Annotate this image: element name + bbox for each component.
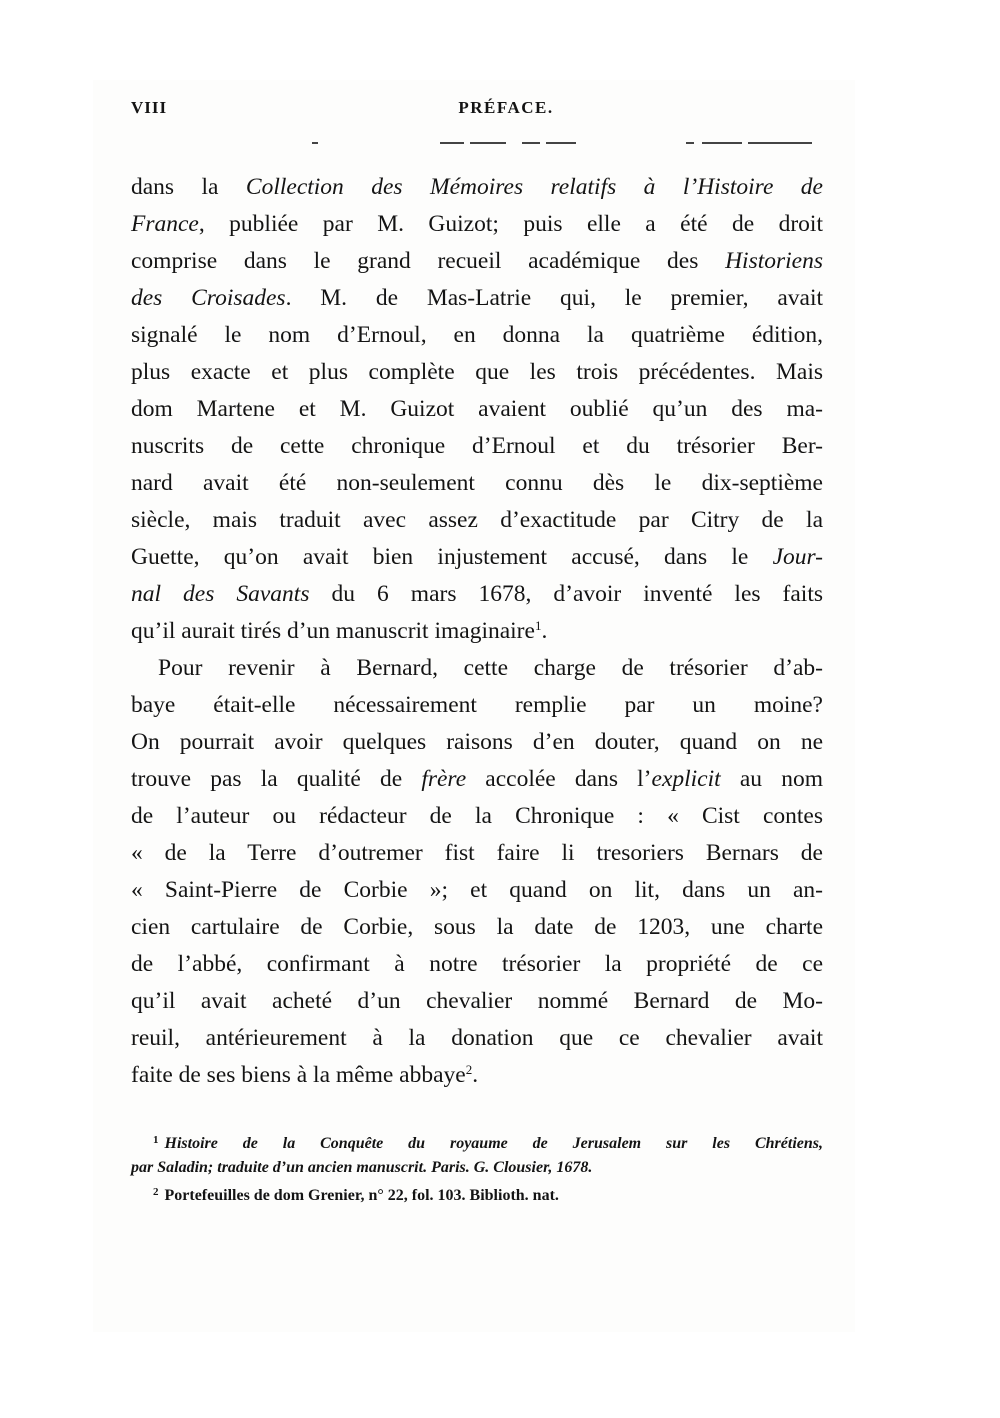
text-run: siècle, mais traduit avec assez d’exactitude par Citry de la — [131, 507, 823, 533]
footnote-text: par Saladin; traduite d’un ancien manuscrit. Paris. G. Clousier, 1678. — [131, 1159, 593, 1176]
text-run: cien cartulaire de Corbie, sous la date de 1203, une charte — [131, 914, 823, 940]
text-run: reuil, antérieurement à la donation que ce chevalier avait — [131, 1025, 823, 1051]
footnote-text: Portefeuilles de dom Grenier, n° 22, fol. 103. Biblioth. nat. — [164, 1187, 559, 1204]
text-line — [131, 872, 823, 909]
text-run: dans la — [131, 174, 246, 200]
text-run: au nom — [720, 766, 823, 792]
footnote-marker: 1 — [153, 1134, 159, 1146]
italic-text: Historiens — [725, 248, 823, 274]
text-line — [131, 428, 823, 465]
text-run: de l’auteur ou rédacteur de la Chronique : « Cist contes — [131, 803, 823, 829]
text-line — [131, 650, 823, 687]
italic-text: Jour- — [772, 544, 823, 570]
text-line — [131, 354, 823, 391]
footnote — [131, 1128, 823, 1180]
text-run: nuscrits de cette chronique d’Ernoul et du trésorier Ber- — [131, 433, 823, 459]
text-run: . M. de Mas-Latrie qui, le premier, avait — [285, 285, 823, 311]
text-line — [131, 983, 823, 1020]
text-run: accolée dans l’ — [466, 766, 652, 792]
running-head — [131, 98, 821, 122]
text-run: nard avait été non-seulement connu dès le dix-septième — [131, 470, 823, 496]
text-line — [131, 687, 823, 724]
text-run: comprise dans le grand recueil académique des — [131, 248, 726, 274]
footnote-line — [131, 1180, 823, 1208]
italic-text: explicit — [651, 766, 721, 792]
text-run: de l’abbé, confirmant à notre trésorier la propriété de ce — [131, 951, 823, 977]
text-run: « Saint-Pierre de Corbie »; et quand on lit, dans un an- — [131, 877, 823, 903]
text-line — [131, 724, 823, 761]
text-run: . — [541, 618, 548, 644]
footnote-line — [131, 1128, 823, 1156]
header-rule — [300, 142, 820, 148]
paragraph — [131, 650, 823, 1094]
footnote-line — [131, 1156, 823, 1180]
text-run: , publiée par M. Guizot; puis elle a été de droit — [198, 211, 823, 237]
paragraph — [131, 169, 823, 650]
italic-text: France — [131, 211, 199, 237]
text-line — [131, 576, 823, 613]
text-line — [131, 169, 823, 206]
footnote-marker: 2 — [153, 1186, 159, 1198]
text-line — [131, 317, 823, 354]
italic-text: frère — [421, 766, 467, 792]
text-line — [131, 391, 823, 428]
italic-text: nal des Savants — [131, 581, 310, 607]
text-run: On pourrait avoir quelques raisons d’en douter, quand on ne — [131, 729, 823, 755]
text-run: du 6 mars 1678, d’avoir inventé les faits — [309, 581, 823, 607]
footnote-text: Histoire de la Conquête du royaume de Jerusalem sur les Chrétiens, — [164, 1135, 823, 1152]
text-run: plus exacte et plus complète que les trois précédentes. Mais — [131, 359, 823, 385]
text-line — [131, 761, 823, 798]
text-line — [131, 280, 823, 317]
text-run: . — [472, 1062, 479, 1088]
text-line — [131, 206, 823, 243]
text-run: Pour revenir à Bernard, cette charge de trésorier d’ab- — [158, 655, 823, 681]
footnote-reference: 1 — [534, 618, 542, 633]
text-run: baye était-elle nécessairement remplie par un moine? — [131, 692, 823, 718]
text-run: qu’il aurait tirés d’un manuscrit imaginaire — [131, 618, 535, 644]
body-text — [131, 169, 823, 1094]
text-line — [131, 946, 823, 983]
text-line — [131, 502, 823, 539]
italic-text: des Croisades — [131, 285, 286, 311]
footnote — [131, 1180, 823, 1208]
italic-text: Collection des Mémoires relatifs à l’Histoire de — [245, 174, 823, 200]
text-run: dom Martene et M. Guizot avaient oublié qu’un des ma- — [131, 396, 823, 422]
text-line — [131, 465, 823, 502]
footnotes — [131, 1128, 823, 1208]
footnote-reference: 2 — [465, 1062, 473, 1077]
text-line — [131, 539, 823, 576]
text-run: signalé le nom d’Ernoul, en donna la quatrième édition, — [131, 322, 823, 348]
text-line — [131, 798, 823, 835]
text-line — [131, 1020, 823, 1057]
text-line — [131, 1057, 823, 1094]
page-number: VIII — [131, 98, 168, 117]
text-run: faite de ses biens à la même abbaye — [131, 1062, 466, 1088]
text-run: trouve pas la qualité de — [131, 766, 422, 792]
text-run: qu’il avait acheté d’un chevalier nommé Bernard de Mo- — [131, 988, 823, 1014]
page-title: PRÉFACE. — [458, 98, 554, 117]
text-line — [131, 835, 823, 872]
text-line — [131, 909, 823, 946]
text-run: Guette, qu’on avait bien injustement accusé, dans le — [131, 544, 773, 570]
text-line — [131, 243, 823, 280]
text-run: « de la Terre d’outremer fist faire li tresoriers Bernars de — [131, 840, 823, 866]
text-line — [131, 613, 823, 650]
